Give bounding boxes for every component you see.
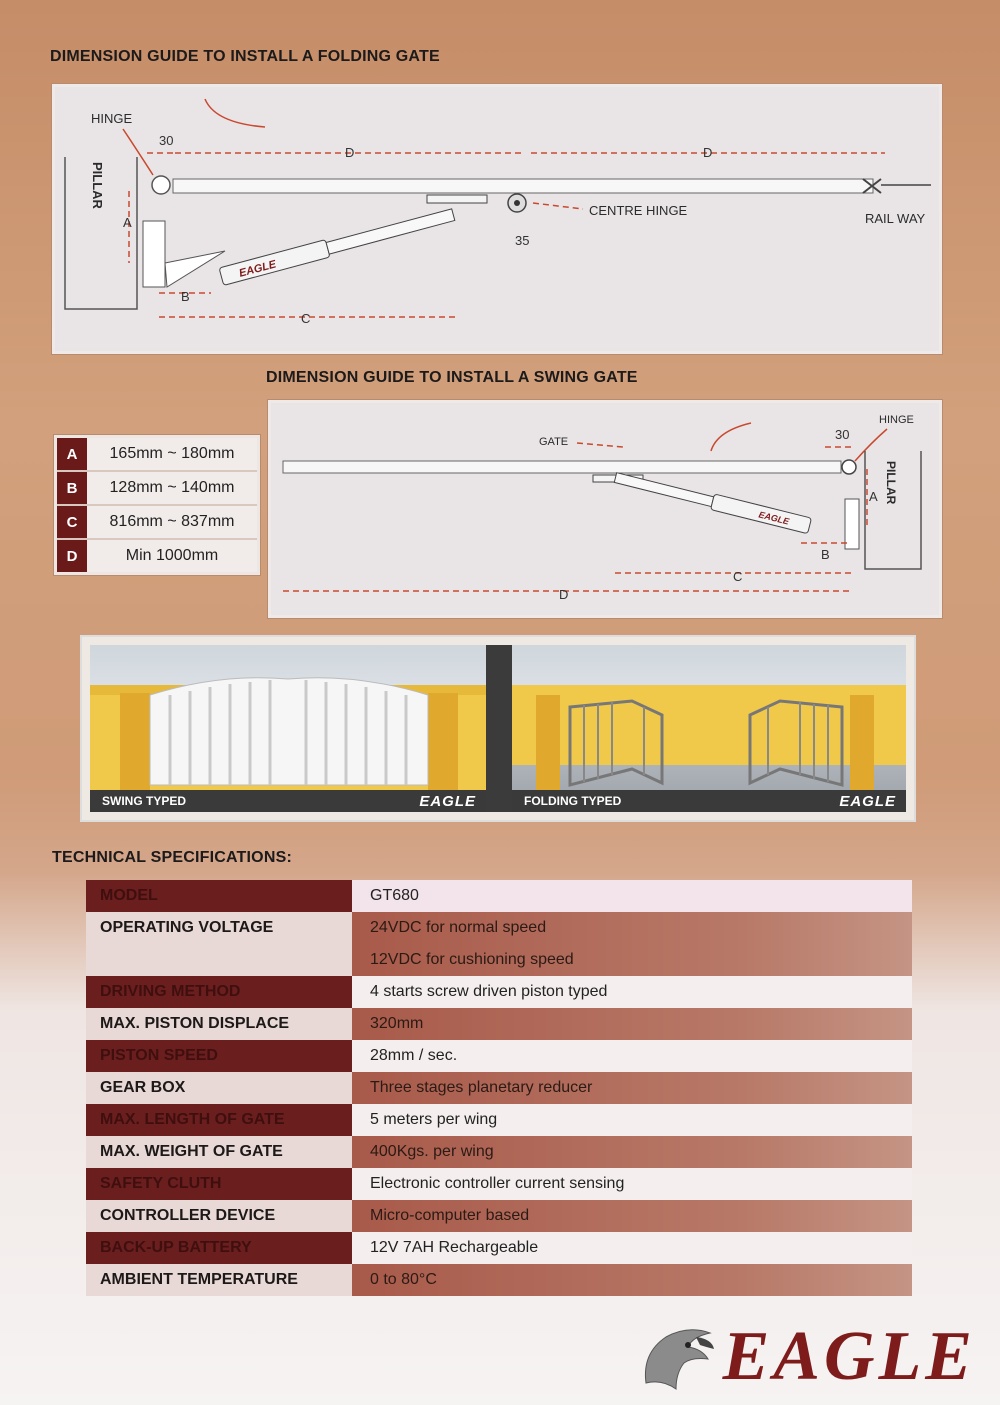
- swing-direction-arrow: [711, 423, 751, 451]
- swing-gate-illustration: [90, 645, 486, 812]
- legend-key: B: [57, 472, 87, 504]
- dim-a-label: A: [123, 215, 132, 230]
- swing-actuator: [614, 470, 812, 534]
- swing-direction-arrow: [205, 99, 265, 127]
- spec-value-line: GT680: [370, 887, 419, 904]
- swing-photo-caption: [90, 790, 486, 812]
- spec-value-line: 24VDC for normal speed: [370, 919, 547, 936]
- specs-table: [86, 880, 912, 1296]
- folding-gate-heading: DIMENSION GUIDE TO INSTALL A FOLDING GATE: [50, 48, 440, 65]
- legend-row: [57, 438, 257, 472]
- spec-row: [86, 1200, 912, 1232]
- spec-value: [352, 1264, 912, 1296]
- legend-key: D: [57, 540, 87, 572]
- swing-actuator-brand: EAGLE: [757, 509, 791, 527]
- spec-value: [352, 880, 912, 912]
- legend-value: 128mm ~ 140mm: [109, 479, 235, 496]
- swing-hinge: [842, 460, 856, 474]
- gate-photos: [80, 635, 916, 822]
- swing-photo-caption-text: SWING TYPED: [102, 794, 187, 808]
- dim-35-label: 35: [515, 233, 530, 248]
- spec-row: [86, 976, 912, 1008]
- legend-value: Min 1000mm: [125, 547, 219, 564]
- spec-label: GEAR BOX: [86, 1072, 352, 1104]
- legend-key: A: [57, 438, 87, 470]
- specs-heading: TECHNICAL SPECIFICATIONS:: [52, 849, 292, 866]
- folding-gate-photo: [512, 645, 906, 812]
- swing-mount-bracket: [845, 499, 859, 549]
- swing-hinge-label: HINGE: [879, 414, 914, 426]
- spec-value-line: 12V 7AH Rechargeable: [370, 1239, 539, 1256]
- spec-value: [352, 1168, 912, 1200]
- eagle-head-icon: [636, 1323, 716, 1393]
- folding-gate-illustration: [512, 645, 906, 812]
- gate-label: GATE: [539, 436, 569, 448]
- legend-row: [57, 506, 257, 540]
- mount-bracket: [143, 221, 165, 287]
- dim-c-label: C: [301, 311, 311, 326]
- spec-row: [86, 1104, 912, 1136]
- legend-value: 165mm ~ 180mm: [109, 445, 235, 462]
- legend-row: [57, 472, 257, 506]
- spec-row: [86, 1264, 912, 1296]
- legend-key: C: [57, 506, 87, 538]
- spec-value-line: 400Kgs. per wing: [370, 1143, 494, 1160]
- spec-label: MAX. LENGTH OF GATE: [86, 1104, 352, 1136]
- swing-gate-heading: DIMENSION GUIDE TO INSTALL A SWING GATE: [266, 369, 638, 386]
- spec-label: SAFETY CLUTH: [86, 1168, 352, 1200]
- spec-row: [86, 880, 912, 912]
- dim-b-label: B: [181, 289, 190, 304]
- pillar-hinge: [152, 176, 170, 194]
- spec-label: MAX. WEIGHT OF GATE: [86, 1136, 352, 1168]
- swing-hinge-arrow: [855, 429, 887, 461]
- spec-value-line: Electronic controller current sensing: [370, 1175, 625, 1192]
- dimension-legend: [54, 435, 260, 575]
- folding-gate-drawing: [55, 87, 939, 351]
- spec-value-line: 320mm: [370, 1015, 424, 1032]
- folding-photo-caption-text: FOLDING TYPED: [524, 794, 622, 808]
- dim-d2-label: D: [703, 145, 713, 160]
- gate-arrow: [577, 443, 623, 447]
- spec-label: AMBIENT TEMPERATURE: [86, 1264, 352, 1296]
- swing-dim-30-label: 30: [835, 427, 850, 442]
- swing-dim-d-label: D: [559, 587, 569, 602]
- spec-value-line: 5 meters per wing: [370, 1111, 498, 1128]
- spec-label: PISTON SPEED: [86, 1040, 352, 1072]
- swing-gate-photo: [90, 645, 486, 812]
- swing-gate-leaf: [283, 461, 841, 473]
- spec-value-line: 28mm / sec.: [370, 1047, 458, 1064]
- spec-row: [86, 1072, 912, 1104]
- spec-row: [86, 1008, 912, 1040]
- hinge-label: HINGE: [91, 111, 133, 126]
- rail-way-label: RAIL WAY: [865, 211, 926, 226]
- spec-value-line: Micro-computer based: [370, 1207, 530, 1224]
- swing-pillar-label: PILLAR: [884, 461, 898, 505]
- folding-gate-diagram: [52, 84, 942, 354]
- spec-value-line: 12VDC for cushioning speed: [370, 951, 574, 968]
- spec-row: [86, 912, 912, 976]
- spec-label: MODEL: [86, 880, 352, 912]
- spec-value: [352, 1104, 912, 1136]
- spec-value-line: 0 to 80°C: [370, 1271, 437, 1288]
- swing-photo-logo: EAGLE: [419, 792, 476, 810]
- gate-bracket: [427, 195, 487, 203]
- hinge-arrow: [123, 129, 153, 175]
- swing-gate-drawing: [271, 403, 939, 615]
- swing-gate-diagram: [268, 400, 942, 618]
- swing-dim-a-label: A: [869, 489, 878, 504]
- spec-value-line: 4 starts screw driven piston typed: [370, 983, 608, 1000]
- spec-label: OPERATING VOLTAGE: [86, 912, 352, 976]
- spec-value: [352, 912, 912, 976]
- dim-30-label: 30: [159, 133, 174, 148]
- legend-value: 816mm ~ 837mm: [109, 513, 235, 530]
- spec-label: DRIVING METHOD: [86, 976, 352, 1008]
- spec-label: CONTROLLER DEVICE: [86, 1200, 352, 1232]
- swing-dim-b-label: B: [821, 547, 830, 562]
- dim-d1-label: D: [345, 145, 355, 160]
- spec-value: [352, 976, 912, 1008]
- spec-row: [86, 1040, 912, 1072]
- spec-row: [86, 1168, 912, 1200]
- legend-row: [57, 540, 257, 572]
- actuator: [219, 206, 455, 286]
- spec-value: [352, 1072, 912, 1104]
- spec-value: [352, 1008, 912, 1040]
- centre-hinge-arrow: [533, 203, 583, 209]
- brand-logo: [636, 1317, 976, 1397]
- folding-photo-caption: [512, 790, 906, 812]
- photo-divider: [486, 645, 512, 812]
- spec-value-line: Three stages planetary reducer: [370, 1079, 593, 1096]
- spec-value: [352, 1200, 912, 1232]
- spec-row: [86, 1232, 912, 1264]
- gate-leaf: [173, 179, 873, 193]
- spec-row: [86, 1136, 912, 1168]
- spec-value: [352, 1232, 912, 1264]
- spec-label: BACK-UP BATTERY: [86, 1232, 352, 1264]
- actuator-brand: EAGLE: [237, 258, 278, 280]
- brand-name: EAGLE: [722, 1318, 976, 1395]
- spec-value: [352, 1040, 912, 1072]
- spec-value: [352, 1136, 912, 1168]
- spec-label: MAX. PISTON DISPLACE: [86, 1008, 352, 1040]
- folding-photo-logo: EAGLE: [839, 792, 896, 810]
- centre-hinge-label: CENTRE HINGE: [589, 203, 688, 218]
- bracket-arm: [165, 251, 225, 287]
- swing-dim-c-label: C: [733, 569, 743, 584]
- pillar-label: PILLAR: [90, 162, 105, 209]
